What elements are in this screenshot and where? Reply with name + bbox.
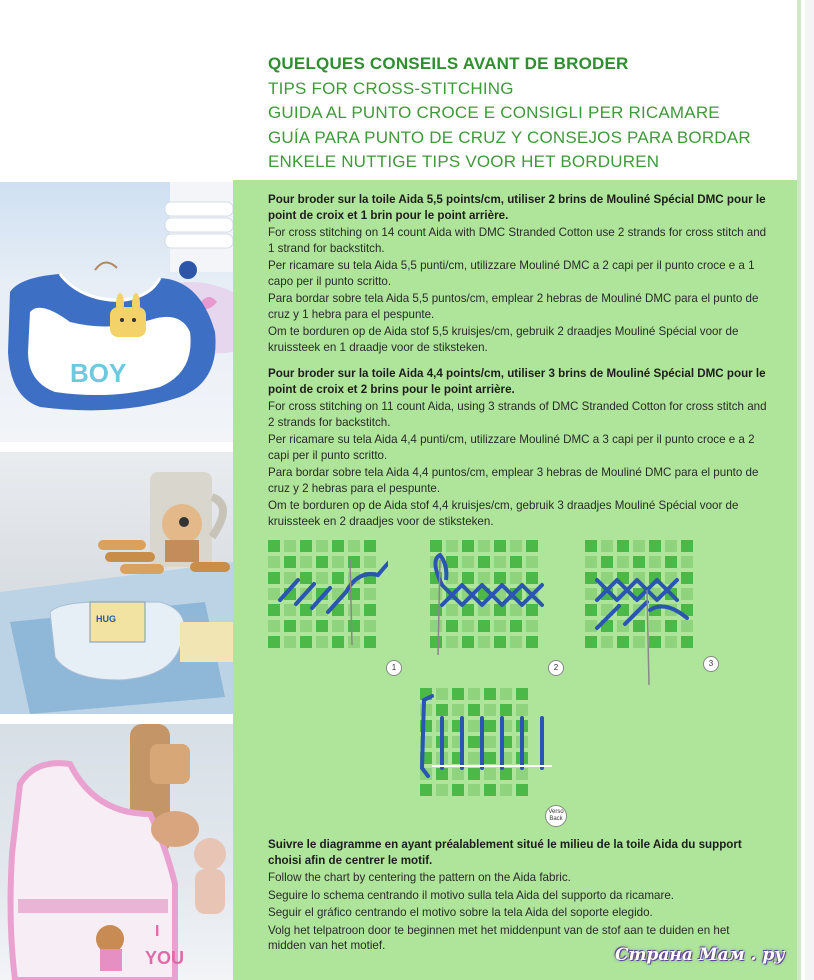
aida-cell xyxy=(284,620,296,632)
aida-cell xyxy=(601,572,613,584)
block3-lead: Suivre le diagramme en ayant préalablement situé le milieu de la toile Aida du support choisi afin de centrer le motif. xyxy=(268,838,742,867)
aida-cell xyxy=(516,784,528,796)
aida-cell xyxy=(316,556,328,568)
block3-italian: Seguire lo schema centrando il motivo sulla tela Aida del supporto da ricamare. xyxy=(268,888,675,902)
aida-cell xyxy=(268,556,280,568)
aida-cell xyxy=(510,572,522,584)
aida-cell xyxy=(494,556,506,568)
mug-label-text: HUG xyxy=(96,614,116,624)
aida-cell xyxy=(436,704,448,716)
block2-spanish: Para bordar sobre tela Aida 4,4 puntos/cm, emplear 3 hebras de Mouliné DMC para el punto de cruz y 2 hebras para el pespunte. xyxy=(268,466,759,495)
block1-spanish: Para bordar sobre tela Aida 5,5 puntos/cm, emplear 2 hebras de Mouliné DMC para el punto de cruz y 1 hebra para el pespunte. xyxy=(268,292,759,321)
aida-cell xyxy=(478,572,490,584)
aida-cell xyxy=(364,588,376,600)
aida-cell xyxy=(500,688,512,700)
verso-back-badge xyxy=(545,805,567,827)
aida-cell xyxy=(494,620,506,632)
title-french: QUELQUES CONSEILS AVANT DE BRODER xyxy=(268,54,629,73)
title-italian: GUIDA AL PUNTO CROCE E CONSIGLI PER RICAMARE xyxy=(268,103,720,122)
aida-cell xyxy=(585,620,597,632)
aida-cell xyxy=(681,540,693,552)
aida-cell xyxy=(430,588,442,600)
aida-cell xyxy=(526,556,538,568)
photo-pink-bib xyxy=(0,724,233,980)
aida-cell xyxy=(316,572,328,584)
aida-cell xyxy=(300,540,312,552)
aida-cell xyxy=(601,556,613,568)
aida-cell xyxy=(462,572,474,584)
aida-cell xyxy=(268,572,280,584)
aida-cell xyxy=(585,540,597,552)
aida-cell xyxy=(316,636,328,648)
aida-cell xyxy=(585,556,597,568)
aida-cell xyxy=(268,620,280,632)
title-dutch: ENKELE NUTTIGE TIPS VOOR HET BORDUREN xyxy=(268,152,660,171)
diagram-number-2: 2 xyxy=(548,660,564,676)
stitch-diagram-2 xyxy=(430,540,560,670)
block1-english: For cross stitching on 14 count Aida with DMC Stranded Cotton use 2 strands for cross stitch and 1 strand for backstitch. xyxy=(268,226,767,255)
diagram-number-3: 3 xyxy=(703,656,719,672)
title-block xyxy=(268,52,788,175)
aida-cell xyxy=(649,540,661,552)
aida-cell xyxy=(601,636,613,648)
aida-cell xyxy=(500,704,512,716)
aida-cell xyxy=(300,556,312,568)
aida-cell xyxy=(665,540,677,552)
aida-cell xyxy=(484,688,496,700)
aida-cell xyxy=(284,604,296,616)
block3-dutch: Volg het telpatroon door te beginnen met het middenpunt van de stof aan te duiden en het midden van het motief. xyxy=(268,923,730,952)
aida-cell xyxy=(665,620,677,632)
aida-cell xyxy=(462,636,474,648)
aida-cell xyxy=(526,572,538,584)
aida-cell xyxy=(649,620,661,632)
aida-cell xyxy=(633,556,645,568)
aida-cell xyxy=(284,556,296,568)
aida-cell xyxy=(452,688,464,700)
aida-cell xyxy=(452,704,464,716)
aida-cell xyxy=(681,636,693,648)
aida-cell xyxy=(364,604,376,616)
aida-cell xyxy=(585,572,597,584)
backstitch-diagram xyxy=(412,688,562,798)
back-label: Back xyxy=(549,816,563,822)
aida-cell xyxy=(585,588,597,600)
site-watermark: Страна Мам . ру xyxy=(615,945,785,965)
aida-cell xyxy=(468,704,480,716)
aida-cell xyxy=(516,704,528,716)
aida-cell xyxy=(585,636,597,648)
aida-cell xyxy=(462,556,474,568)
aida-cell xyxy=(494,636,506,648)
aida-cell xyxy=(446,540,458,552)
stitch-diagram-3 xyxy=(585,540,715,690)
aida-cell xyxy=(649,556,661,568)
aida-cell xyxy=(300,572,312,584)
aida-cell xyxy=(364,620,376,632)
aida-cell xyxy=(436,688,448,700)
aida-cell xyxy=(500,784,512,796)
aida-cell xyxy=(430,636,442,648)
aida-cell xyxy=(526,620,538,632)
aida-cell xyxy=(468,784,480,796)
photo-blue-bib xyxy=(0,182,233,442)
aida-cell xyxy=(468,720,480,732)
block2-english: For cross stitching on 11 count Aida, using 3 strands of DMC Stranded Cotton for cross stitch and 2 strands for backstitch. xyxy=(268,400,767,429)
aida-cell xyxy=(478,556,490,568)
aida-cell xyxy=(601,540,613,552)
aida-cell xyxy=(468,752,480,764)
aida-cell xyxy=(478,620,490,632)
aida-cell xyxy=(284,540,296,552)
aida-cell xyxy=(462,620,474,632)
instructions-block-3 xyxy=(268,837,768,956)
instructions-block-1 xyxy=(268,192,768,357)
bib-boy-text: BOY xyxy=(70,358,127,388)
aida-cell xyxy=(332,636,344,648)
page-edge-stripe xyxy=(797,0,801,980)
aida-cell xyxy=(284,636,296,648)
aida-cell xyxy=(681,556,693,568)
aida-cell xyxy=(446,604,458,616)
aida-cell xyxy=(681,572,693,584)
title-english: TIPS FOR CROSS-STITCHING xyxy=(268,78,514,98)
aida-cell xyxy=(633,620,645,632)
block3-english: Follow the chart by centering the pattern on the Aida fabric. xyxy=(268,871,571,884)
aida-cell xyxy=(300,604,312,616)
aida-cell xyxy=(332,620,344,632)
aida-cell xyxy=(649,636,661,648)
aida-cell xyxy=(332,540,344,552)
aida-cell xyxy=(316,620,328,632)
aida-cell xyxy=(446,556,458,568)
aida-cell xyxy=(268,636,280,648)
aida-cell xyxy=(484,720,496,732)
block1-dutch: Om te borduren op de Aida stof 5,5 kruisjes/cm, gebruik 2 draadjes Mouliné Spécial voor de kruissteek en 1 draadje voor de stiksteken. xyxy=(268,325,739,354)
photo-mug-and-bib xyxy=(0,452,233,714)
aida-cell xyxy=(526,636,538,648)
aida-cell xyxy=(446,620,458,632)
aida-cell xyxy=(268,604,280,616)
aida-cell xyxy=(268,540,280,552)
aida-cell xyxy=(348,636,360,648)
aida-cell xyxy=(348,604,360,616)
bib-you-text: YOU xyxy=(145,948,185,968)
aida-cell xyxy=(617,636,629,648)
aida-cell xyxy=(633,540,645,552)
aida-cell xyxy=(484,768,496,780)
aida-cell xyxy=(268,588,280,600)
aida-cell xyxy=(316,540,328,552)
aida-cell xyxy=(468,688,480,700)
aida-cell xyxy=(300,620,312,632)
aida-cell xyxy=(430,540,442,552)
aida-cell xyxy=(468,736,480,748)
aida-cell xyxy=(617,556,629,568)
aida-cell xyxy=(484,752,496,764)
block1-italian: Per ricamare su tela Aida 5,5 punti/cm, utilizzare Mouliné DMC a 2 capi per il punto croce e a 1 capo per il punto scritto. xyxy=(268,259,755,288)
aida-cell xyxy=(484,736,496,748)
aida-cell xyxy=(494,540,506,552)
aida-cell xyxy=(681,620,693,632)
aida-cell xyxy=(484,704,496,716)
block2-dutch: Om te borduren op de Aida stof 4,4 kruisjes/cm, gebruik 3 draadjes Mouliné Spécial voor de kruissteek en 2 draadjes voor de stiksteken. xyxy=(268,499,739,528)
block2-italian: Per ricamare su tela Aida 4,4 punti/cm, utilizzare Mouliné DMC a 3 capi per il punto croce e a 2 capi per il punto scritto. xyxy=(268,433,755,462)
aida-cell xyxy=(526,540,538,552)
aida-cell xyxy=(364,556,376,568)
aida-cell xyxy=(468,768,480,780)
aida-cell xyxy=(300,636,312,648)
stitch-diagram-1 xyxy=(268,540,388,670)
diagram-number-1: 1 xyxy=(386,660,402,676)
aida-cell xyxy=(510,540,522,552)
aida-cell xyxy=(348,588,360,600)
aida-cell xyxy=(510,556,522,568)
aida-cell xyxy=(348,540,360,552)
aida-cell xyxy=(516,688,528,700)
aida-cell xyxy=(665,556,677,568)
verso-label: Verso xyxy=(548,809,564,815)
aida-cell xyxy=(526,604,538,616)
block3-spanish: Seguir el gráfico centrando el motivo sobre la tela Aida del soporte elegido. xyxy=(268,906,653,919)
aida-cell xyxy=(316,604,328,616)
aida-cell xyxy=(332,556,344,568)
aida-cell xyxy=(436,784,448,796)
aida-cell xyxy=(452,784,464,796)
aida-cell xyxy=(348,620,360,632)
aida-cell xyxy=(430,620,442,632)
block2-lead: Pour broder sur la toile Aida 4,4 points/cm, utiliser 3 brins de Mouliné Spécial DMC pour le point de croix et 2 brins pour le point arrière. xyxy=(268,367,766,396)
title-spanish: GUÍA PARA PUNTO DE CRUZ Y CONSEJOS PARA BORDAR xyxy=(268,127,751,147)
aida-cell xyxy=(478,540,490,552)
aida-cell xyxy=(681,588,693,600)
page-edge-binding xyxy=(805,0,814,980)
aida-cell xyxy=(484,784,496,796)
aida-cell xyxy=(494,572,506,584)
instructions-block-2 xyxy=(268,366,768,531)
aida-cell xyxy=(364,636,376,648)
aida-cell xyxy=(332,572,344,584)
needle-icon-3 xyxy=(647,590,649,685)
aida-cell xyxy=(420,784,432,796)
aida-cell xyxy=(633,636,645,648)
block1-lead: Pour broder sur la toile Aida 5,5 points/cm, utiliser 2 brins de Mouliné Spécial DMC pour le point de croix et 1 brin pour le point arrière. xyxy=(268,193,766,222)
aida-cell xyxy=(462,540,474,552)
aida-cell xyxy=(665,636,677,648)
aida-cell xyxy=(617,540,629,552)
aida-cell xyxy=(364,540,376,552)
aida-cell xyxy=(510,620,522,632)
aida-cell xyxy=(446,636,458,648)
aida-cell xyxy=(478,636,490,648)
aida-cell xyxy=(585,604,597,616)
bib-i-text: I xyxy=(155,923,160,940)
aida-cell xyxy=(510,636,522,648)
